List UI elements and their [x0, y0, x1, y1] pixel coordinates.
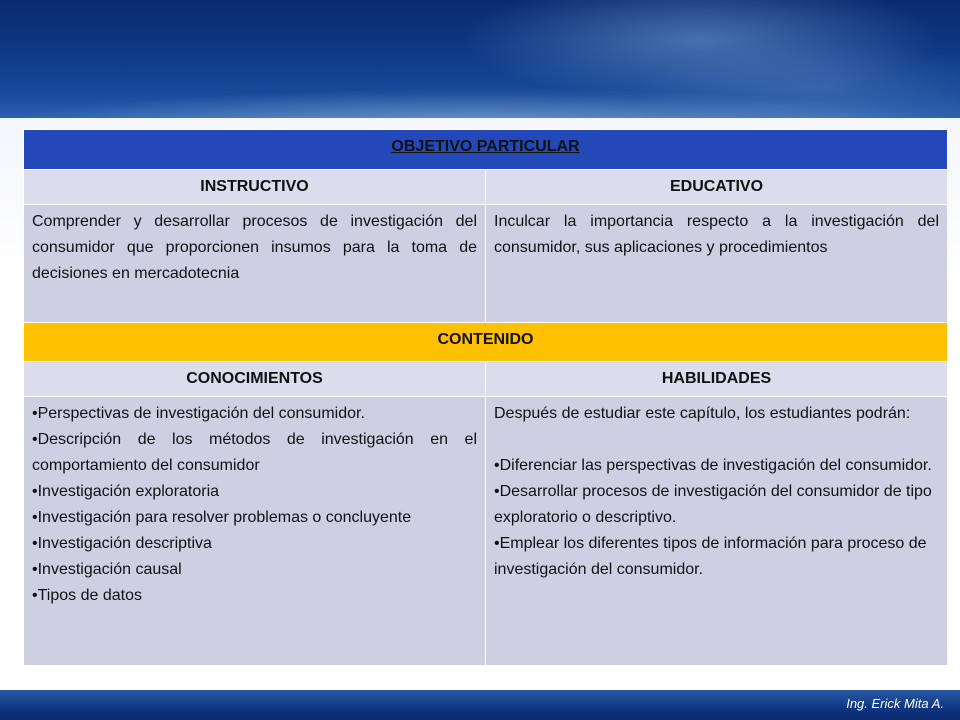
conocimientos-header: CONOCIMIENTOS — [24, 362, 486, 397]
conocimientos-cell — [24, 397, 486, 666]
list-item: •Investigación exploratoria — [32, 483, 220, 500]
instructivo-header: INSTRUCTIVO — [24, 170, 486, 205]
list-item: •Emplear los diferentes tipos de información para proceso de investigación del consumidor. — [494, 535, 927, 578]
author-credit: Ing. Erick Mita A. — [846, 696, 944, 711]
spacer — [494, 427, 939, 453]
list-item: •Investigación para resolver problemas o concluyente — [32, 509, 412, 526]
footer-bar — [0, 690, 960, 720]
objective-title: OBJETIVO PARTICULAR — [24, 130, 948, 170]
list-item: •Tipos de datos — [32, 587, 142, 604]
educativo-text: Inculcar la importancia respecto a la investigación del consumidor, sus aplicaciones y procedimientos — [486, 205, 948, 323]
list-item: •Investigación causal — [32, 561, 182, 578]
habilidades-header: HABILIDADES — [486, 362, 948, 397]
instructivo-text: Comprender y desarrollar procesos de investigación del consumidor que proporcionen insumos para la toma de decisiones en mercadotecnia — [24, 205, 486, 323]
list-item: •Desarrollar procesos de investigación del consumidor de tipo exploratorio o descriptivo. — [494, 483, 932, 526]
objectives-table — [23, 129, 948, 666]
habilidades-intro: Después de estudiar este capítulo, los estudiantes podrán: — [494, 405, 911, 422]
habilidades-cell — [486, 397, 948, 666]
educativo-header: EDUCATIVO — [486, 170, 948, 205]
list-item: •Diferenciar las perspectivas de investigación del consumidor. — [494, 457, 932, 474]
list-item: •Descripción de los métodos de investigación en el comportamiento del consumidor — [32, 431, 477, 474]
list-item: •Investigación descriptiva — [32, 535, 212, 552]
list-item: •Perspectivas de investigación del consumidor. — [32, 405, 365, 422]
content-title: CONTENIDO — [24, 323, 948, 362]
